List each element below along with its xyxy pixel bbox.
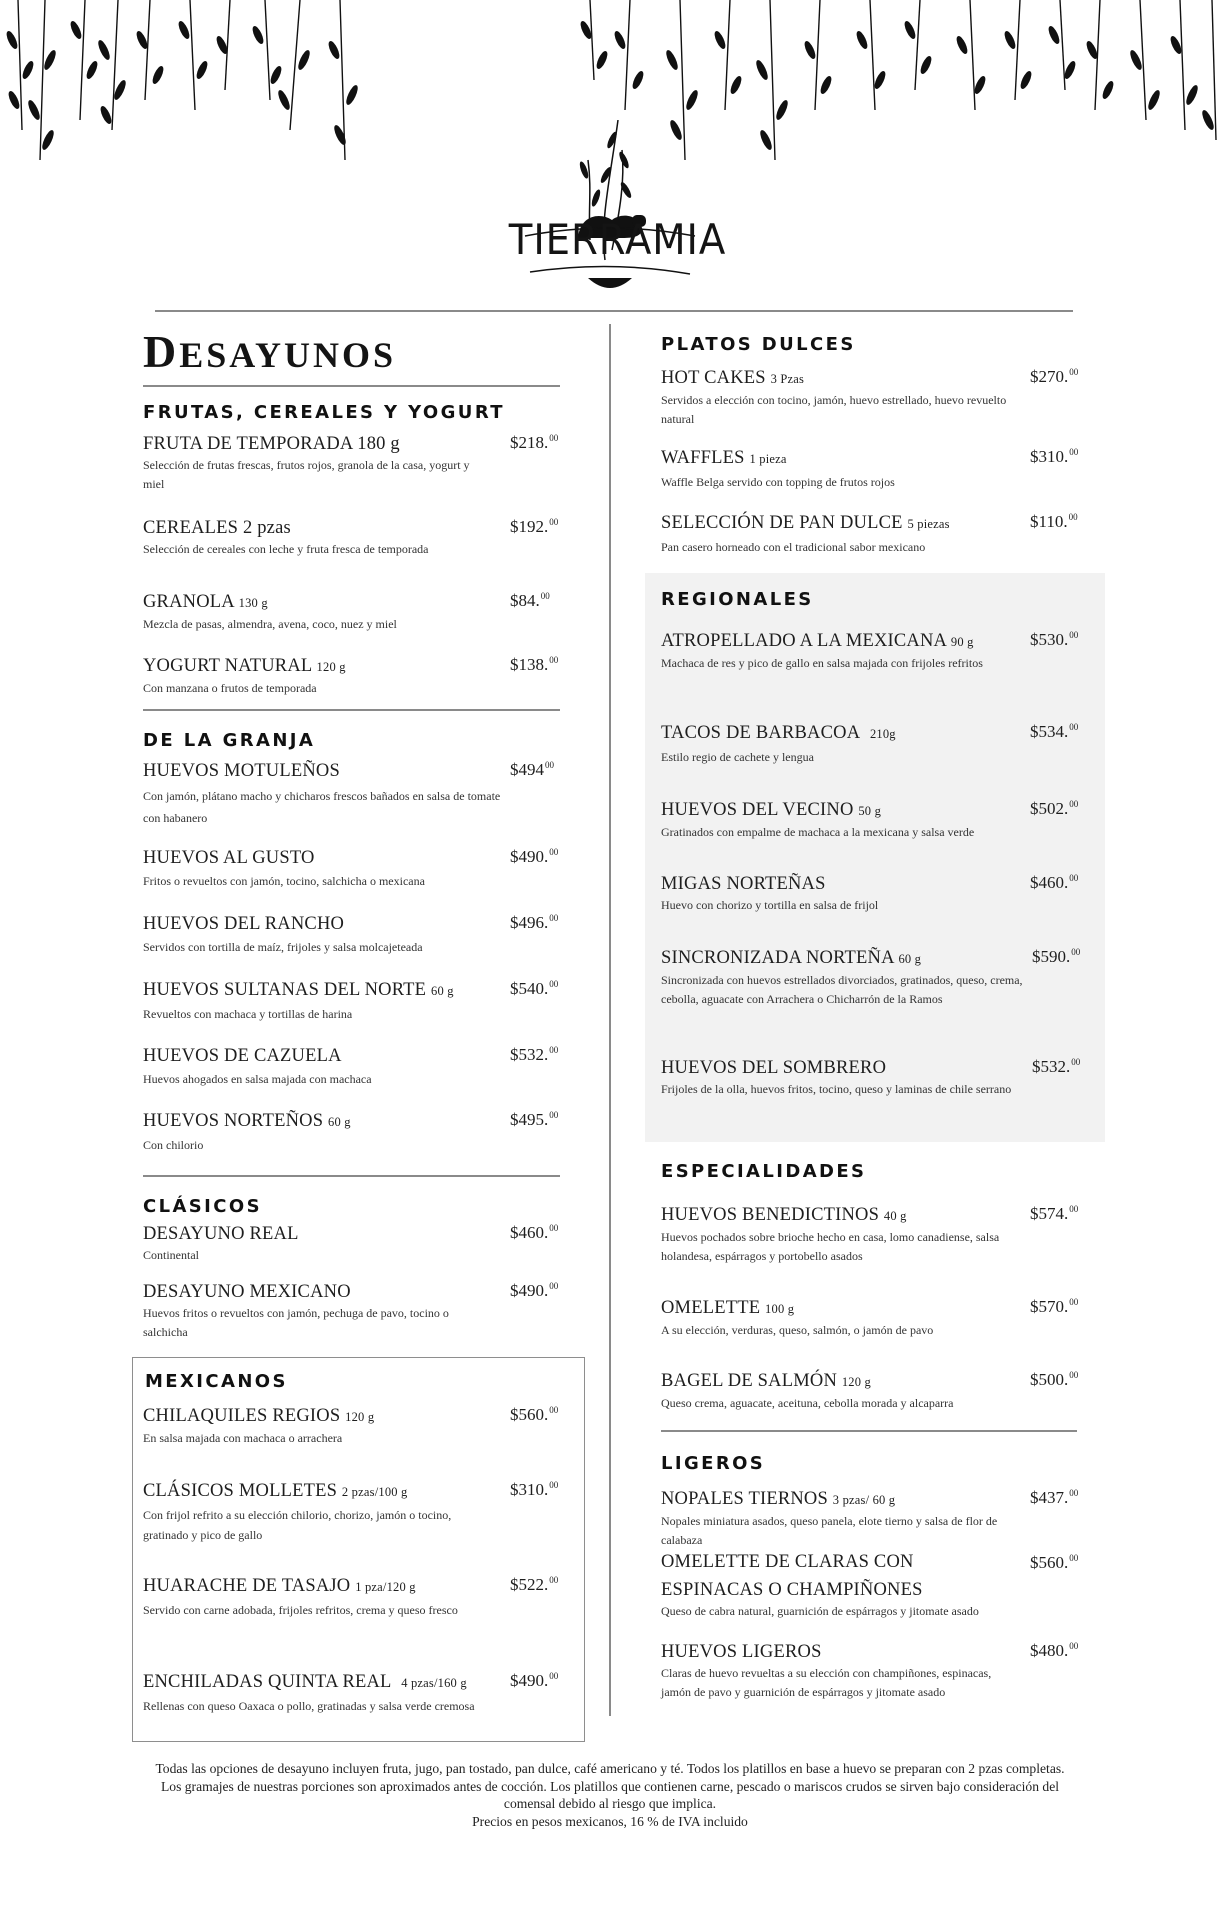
item-name: FRUTA DE TEMPORADA 180 g [143, 434, 400, 454]
item-name: HUEVOS DEL RANCHO [143, 914, 345, 934]
tierramia-logo [500, 120, 727, 295]
menu-item [661, 1204, 1021, 1266]
item-price: $560.00 [1030, 1553, 1079, 1572]
section-title-frutas: FRUTAS, CEREALES Y YOGURT [143, 402, 505, 423]
item-quantity: 100 g [765, 1302, 795, 1316]
item-price: $84.00 [510, 591, 550, 610]
section-divider [143, 709, 560, 711]
item-name: HUEVOS DE CAZUELA [143, 1046, 342, 1066]
menu-item [661, 1057, 1031, 1099]
item-description: Pan casero horneado con el tradicional sabor mexicano [661, 540, 926, 554]
item-name: HUEVOS SULTANAS DEL NORTE [143, 980, 427, 1000]
item-name: DESAYUNO MEXICANO [143, 1282, 351, 1302]
menu-item [143, 760, 513, 829]
menu-item [661, 1297, 1021, 1340]
item-price: $\$494^{00}$ [510, 760, 554, 779]
item-quantity: 40 g [883, 1209, 907, 1223]
section-title-clasicos: CLÁSICOS [143, 1196, 262, 1217]
item-description: Huevos ahogados en salsa majada con machaca [143, 1072, 372, 1086]
item-description: Mezcla de pasas, almendra, avena, coco, nuez y miel [143, 617, 397, 631]
item-description: Claras de huevo revueltas a su elección con champiñones, espinacas, jamón de pavo y guarnición de espárragos y jitomate asado [661, 1666, 992, 1699]
item-name: YOGURT NATURAL [143, 656, 312, 676]
item-name: MIGAS NORTEÑAS [661, 874, 826, 894]
footer-note [155, 1760, 1065, 1830]
item-quantity: 90 g [950, 635, 974, 649]
item-name: HOT CAKES [661, 368, 766, 388]
item-price: $500.00 [1030, 1370, 1079, 1389]
item-quantity: 50 g [858, 804, 882, 818]
item-name: HUEVOS DEL SOMBRERO [661, 1058, 887, 1078]
page-title-rest: ESAYUNOS [179, 335, 396, 375]
item-quantity: 4 pzas/160 g [401, 1676, 467, 1690]
item-description: En salsa majada con machaca o arrachera [143, 1431, 343, 1445]
header-divider [155, 310, 1073, 312]
item-price: $460.00 [510, 1223, 559, 1242]
item-quantity: 210g [869, 727, 896, 741]
item-quantity: 3 Pzas [770, 372, 805, 386]
item-description: Con jamón, plátano macho y chicharos frescos bañados en salsa de tomate con habanero [143, 789, 501, 825]
item-price: $218.00 [510, 433, 559, 452]
item-price: $532.00 [1032, 1057, 1081, 1076]
section-divider [661, 1430, 1077, 1432]
item-quantity: 1 pieza [749, 452, 787, 466]
item-name: ENCHILADAS QUINTA REAL [143, 1672, 392, 1692]
item-name: GRANOLA [143, 592, 234, 612]
item-description: Huevos pochados sobre brioche hecho en casa, lomo canadiense, salsa holandesa, espárragos y portobello asados [661, 1230, 1000, 1263]
item-description: Servido con carne adobada, frijoles refritos, crema y queso fresco [143, 1603, 458, 1617]
menu-item [143, 979, 513, 1024]
item-name: HUEVOS AL GUSTO [143, 848, 315, 868]
menu-item [143, 433, 483, 494]
item-description: Frijoles de la olla, huevos fritos, tocino, queso y laminas de chile serrano [661, 1082, 1012, 1096]
menu-item [661, 722, 1021, 767]
section-title-regionales: REGIONALES [661, 589, 814, 610]
item-price: $496.00 [510, 913, 559, 932]
item-description: Gratinados con empalme de machaca a la mexicana y salsa verde [661, 825, 975, 839]
heart-sprout-icon [500, 120, 727, 295]
item-description: Selección de cereales con leche y fruta fresca de temporada [143, 542, 429, 556]
item-quantity: 120 g [345, 1410, 375, 1424]
item-description: Sincronizada con huevos estrellados divorciados, gratinados, queso, crema, cebolla, aguacate con Arrachera o Chicharrón de la Ramos [661, 973, 1023, 1006]
item-name: OMELETTE [661, 1298, 761, 1318]
item-name: OMELETTE DE CLARAS CON [661, 1552, 914, 1572]
menu-item [143, 1110, 513, 1155]
item-name: HUEVOS MOTULEÑOS [143, 761, 340, 781]
item-name: HUEVOS NORTEÑOS [143, 1111, 324, 1131]
item-description: Continental [143, 1248, 199, 1262]
item-description: Queso crema, aguacate, aceituna, cebolla morada y alcaparra [661, 1396, 954, 1410]
menu-item [143, 1223, 513, 1265]
item-name: SINCRONIZADA NORTEÑA [661, 948, 894, 968]
item-price: $495.00 [510, 1110, 559, 1129]
menu-item [661, 1370, 1031, 1413]
item-price: $522.00 [510, 1575, 559, 1594]
page-title-initial: D [143, 326, 180, 377]
section-title-granja: DE LA GRANJA [143, 730, 316, 751]
item-description: Revueltos con machaca y tortillas de harina [143, 1007, 353, 1021]
item-name: TACOS DE BARBACOA [661, 723, 861, 743]
item-description: Huevos fritos o revueltos con jamón, pechuga de pavo, tocino o salchicha [143, 1306, 449, 1339]
item-name: CEREALES 2 pzas [143, 518, 291, 538]
item-description: Queso de cabra natural, guarnición de espárragos y jitomate asado [661, 1604, 979, 1618]
title-underline [143, 385, 560, 387]
item-price: $530.00 [1030, 630, 1079, 649]
item-quantity: 3 pzas/ 60 g [832, 1493, 896, 1507]
item-description: Machaca de res y pico de gallo en salsa majada con frijoles refritos [661, 656, 983, 670]
menu-item [143, 591, 503, 634]
item-name: HUEVOS DEL VECINO [661, 800, 854, 820]
item-description: Servidos a elección con tocino, jamón, huevo estrellado, huevo revuelto natural [661, 393, 1007, 426]
item-description: Con frijol refrito a su elección chilorio, chorizo, jamón o tocino, gratinado y pico de gallo [143, 1508, 452, 1542]
item-price: $502.00 [1030, 799, 1079, 818]
item-quantity: 60 g [898, 952, 922, 966]
menu-item [143, 655, 503, 698]
item-name: NOPALES TIERNOS [661, 1489, 828, 1509]
item-name: HUEVOS BENEDICTINOS [661, 1205, 880, 1225]
menu-item [143, 1671, 483, 1716]
item-price: $574.00 [1030, 1204, 1079, 1223]
item-description: Servidos con tortilla de maíz, frijoles y salsa molcajeteada [143, 940, 423, 954]
menu-item [661, 1488, 1021, 1550]
menu-item [661, 947, 1031, 1009]
item-price: $490.00 [510, 847, 559, 866]
item-price: $490.00 [510, 1671, 559, 1690]
menu-item [661, 367, 1021, 429]
item-name: DESAYUNO REAL [143, 1224, 299, 1244]
menu-item [143, 1281, 473, 1342]
column-divider [609, 324, 611, 1716]
item-price: $532.00 [510, 1045, 559, 1064]
menu-item [143, 913, 513, 957]
item-description: Fritos o revueltos con jamón, tocino, salchicha o mexicana [143, 874, 425, 888]
item-name-line2: ESPINACAS O CHAMPIÑONES [661, 1580, 923, 1600]
item-quantity: 120 g [841, 1375, 871, 1389]
brand-name: TIERRAMIA [508, 215, 727, 264]
menu-item [143, 1045, 513, 1089]
section-title-ligeros: LIGEROS [661, 1453, 766, 1474]
item-name: WAFFLES [661, 448, 745, 468]
item-quantity: 2 pzas/100 g [341, 1485, 408, 1499]
page-title [143, 325, 396, 378]
section-title-platos-dulces: PLATOS DULCES [661, 334, 856, 355]
item-price: $534.00 [1030, 722, 1079, 741]
item-price: $310.00 [510, 1480, 559, 1499]
menu-item [661, 447, 1021, 492]
menu-item [143, 1405, 513, 1448]
menu-item [143, 1480, 473, 1545]
item-name: ATROPELLADO A LA MEXICANA [661, 631, 947, 651]
menu-item [143, 1575, 483, 1620]
item-description: Con chilorio [143, 1138, 204, 1152]
hanging-vines-left-illustration [0, 0, 370, 170]
item-name: CLÁSICOS MOLLETES [143, 1481, 338, 1501]
menu-item [661, 1641, 1021, 1702]
menu-item [661, 1551, 1021, 1621]
section-divider [143, 1175, 560, 1177]
section-title-especialidades: ESPECIALIDADES [661, 1161, 867, 1182]
item-quantity: 60 g [431, 984, 454, 998]
item-quantity: 60 g [328, 1115, 351, 1129]
item-name: HUEVOS LIGEROS [661, 1642, 822, 1662]
item-description: Nopales miniatura asados, queso panela, elote tierno y salsa de flor de calabaza [661, 1514, 998, 1547]
item-quantity: 5 piezas [907, 517, 950, 531]
item-price: $270.00 [1030, 367, 1079, 386]
item-description: Con manzana o frutos de temporada [143, 681, 317, 695]
item-price: $460.00 [1030, 873, 1079, 892]
item-quantity: 1 pza/120 g [355, 1580, 416, 1594]
item-price: $310.00 [1030, 447, 1079, 466]
menu-item [661, 630, 1021, 673]
item-price: $480.00 [1030, 1641, 1079, 1660]
item-quantity: 120 g [316, 660, 346, 674]
footer-disclaimer: Todas las opciones de desayuno incluyen fruta, jugo, pan tostado, pan dulce, café americano y té. Todos los platillos en base a huevo se preparan con 2 pzas completas. Los gramajes de nuestras porciones son aproximados antes de cocción. Los platillos que contienen carne, pescado o mariscos crudos se sirven bajo consideración del comensal debido al riesgo que implica. [155, 1761, 1065, 1811]
item-price: $110.00 [1030, 512, 1078, 531]
item-name: CHILAQUILES REGIOS [143, 1406, 341, 1426]
item-name: HUARACHE DE TASAJO [143, 1576, 351, 1596]
menu-item [143, 847, 513, 891]
item-name: SELECCIÓN DE PAN DULCE [661, 513, 903, 533]
item-description: Selección de frutas frescas, frutos rojos, granola de la casa, yogurt y miel [143, 458, 470, 491]
item-price: $138.00 [510, 655, 559, 674]
item-price: $590.00 [1032, 947, 1081, 966]
item-price: $570.00 [1030, 1297, 1079, 1316]
menu-item [661, 799, 1041, 842]
item-price: $540.00 [510, 979, 559, 998]
item-name: BAGEL DE SALMÓN [661, 1371, 838, 1391]
item-description: Estilo regio de cachete y lengua [661, 750, 814, 764]
menu-item [143, 517, 503, 559]
section-title-mexicanos: MEXICANOS [145, 1371, 288, 1392]
item-description: Huevo con chorizo y tortilla en salsa de frijol [661, 898, 879, 912]
item-price: $490.00 [510, 1281, 559, 1300]
item-price: $192.00 [510, 517, 559, 536]
item-description: Rellenas con queso Oaxaca o pollo, gratinadas y salsa verde cremosa [143, 1699, 475, 1713]
footer-tax-note: Precios en pesos mexicanos, 16 % de IVA incluido [472, 1813, 748, 1829]
item-description: A su elección, verduras, queso, salmón, o jamón de pavo [661, 1323, 934, 1337]
menu-item [661, 873, 1021, 915]
item-price: $560.00 [510, 1405, 559, 1424]
menu-item [661, 512, 1031, 557]
item-description: Waffle Belga servido con topping de frutos rojos [661, 475, 895, 489]
item-quantity: 130 g [238, 596, 268, 610]
item-price: $437.00 [1030, 1488, 1079, 1507]
